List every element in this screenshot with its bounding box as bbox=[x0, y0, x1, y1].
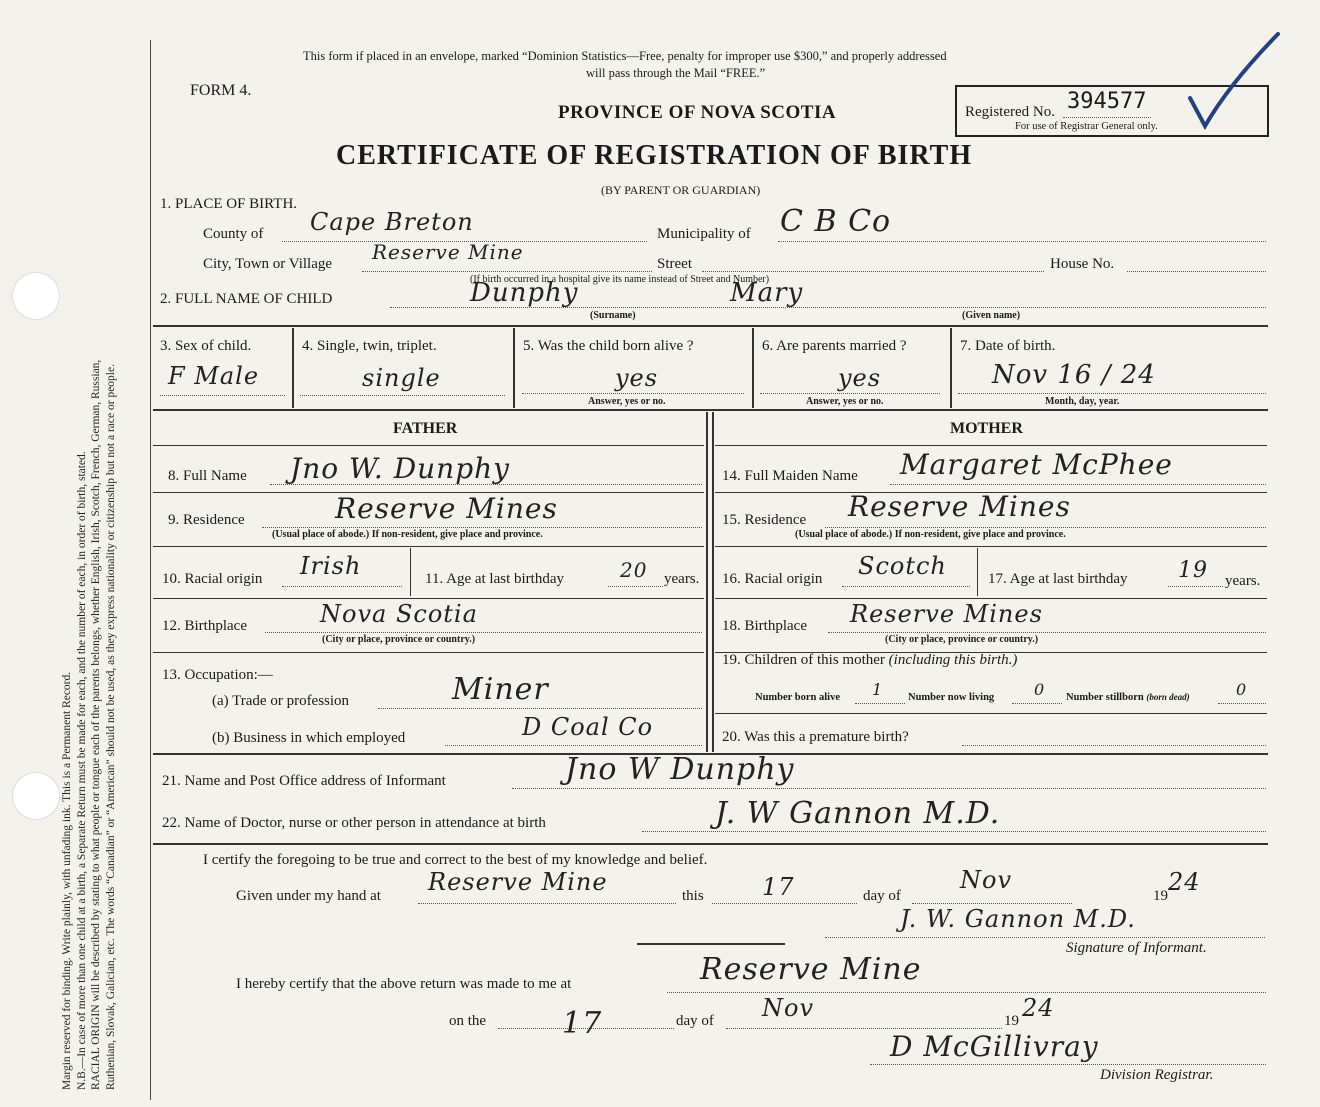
children-label-text: 19. Children of this mother bbox=[722, 652, 885, 668]
punch-hole-top bbox=[12, 272, 60, 320]
occupation-label: 13. Occupation:— bbox=[162, 667, 273, 683]
mother-birthplace-label: 18. Birthplace bbox=[722, 618, 807, 634]
day-line bbox=[712, 903, 857, 904]
mother-heading: MOTHER bbox=[950, 420, 1023, 437]
child-given-name: Mary bbox=[730, 278, 804, 308]
father-residence-caption: (Usual place of abode.) If non-resident, give place and province. bbox=[272, 529, 543, 540]
mother-name-label: 14. Full Maiden Name bbox=[722, 468, 858, 484]
mother-age-label: 17. Age at last birthday bbox=[988, 571, 1128, 587]
on-the-label: on the bbox=[449, 1013, 487, 1029]
city-line bbox=[362, 271, 652, 272]
mother-age-value: 19 bbox=[1178, 558, 1208, 583]
divider-6 bbox=[950, 328, 952, 408]
child-surname: Dunphy bbox=[470, 278, 579, 308]
city-label: City, Town or Village bbox=[203, 256, 333, 272]
registered-line bbox=[1063, 117, 1151, 118]
registrar-place-value: Reserve Mine bbox=[700, 952, 922, 987]
mother-birthplace-value: Reserve Mines bbox=[850, 600, 1043, 628]
mother-residence-value: Reserve Mines bbox=[848, 490, 1071, 523]
born-alive-label: Number born alive bbox=[755, 692, 840, 703]
trade-line bbox=[378, 708, 702, 709]
rule-6a bbox=[153, 598, 704, 599]
stillborn-note: (born dead) bbox=[1146, 692, 1190, 702]
informant-signature-caption: Signature of Informant. bbox=[1066, 940, 1207, 956]
father-heading: FATHER bbox=[393, 420, 458, 437]
premature-line bbox=[962, 745, 1266, 746]
municipality-line bbox=[778, 241, 1266, 242]
municipality-label: Municipality of bbox=[657, 226, 751, 242]
short-rule bbox=[637, 943, 785, 945]
dob-label: 7. Date of birth. bbox=[960, 338, 1056, 354]
rule-1 bbox=[153, 325, 1268, 327]
parent-divider-b bbox=[712, 412, 714, 752]
born-alive-line bbox=[855, 703, 905, 704]
checkmark-icon bbox=[1170, 28, 1290, 138]
now-living-value: 0 bbox=[1034, 680, 1046, 699]
dob-line bbox=[958, 393, 1266, 394]
father-birthplace-value: Nova Scotia bbox=[320, 600, 478, 628]
registrar-note: For use of Registrar General only. bbox=[1015, 121, 1158, 132]
rule-10 bbox=[153, 843, 1268, 845]
reg-year-value: 24 bbox=[1022, 994, 1055, 1022]
county-value: Cape Breton bbox=[310, 208, 474, 236]
stillborn-line bbox=[1218, 703, 1266, 704]
mother-name-value: Margaret McPhee bbox=[900, 448, 1173, 481]
trade-label: (a) Trade or profession bbox=[212, 693, 350, 709]
mother-residence-line bbox=[825, 527, 1266, 528]
parent-divider-a bbox=[706, 412, 708, 752]
business-label: (b) Business in which employed bbox=[212, 730, 406, 746]
stillborn-value: 0 bbox=[1236, 680, 1248, 699]
father-residence-label: 9. Residence bbox=[168, 512, 245, 528]
page-title: CERTIFICATE OF REGISTRATION OF BIRTH bbox=[336, 140, 973, 171]
mother-racial-value: Scotch bbox=[858, 552, 947, 580]
father-birthplace-label: 12. Birthplace bbox=[162, 618, 247, 634]
dob-value: Nov 16 / 24 bbox=[992, 360, 1156, 390]
married-value: yes bbox=[838, 364, 882, 392]
given-place-line bbox=[418, 903, 676, 904]
mother-age-suffix: years. bbox=[1225, 573, 1261, 589]
informant-line bbox=[512, 788, 1266, 789]
alive-line bbox=[522, 393, 744, 394]
mother-residence-caption: (Usual place of abode.) If non-resident, give place and province. bbox=[795, 529, 1066, 540]
doctor-line bbox=[642, 831, 1266, 832]
mother-racial-label: 16. Racial origin bbox=[722, 571, 823, 587]
rule-5b bbox=[715, 546, 1267, 547]
envelope-note-line2: will pass through the Mail “FREE.” bbox=[586, 66, 766, 80]
now-living-label: Number now living bbox=[908, 692, 995, 703]
father-age-value: 20 bbox=[620, 558, 648, 582]
sex-line bbox=[160, 395, 285, 396]
this-label: this bbox=[682, 888, 704, 904]
county-label: County of bbox=[203, 226, 264, 242]
given-place-value: Reserve Mine bbox=[428, 868, 608, 896]
divider-4 bbox=[513, 328, 515, 408]
envelope-note-line1: This form if placed in an envelope, marked “Dominion Statistics—Free, penalty for improper use $300,” and properly addressed bbox=[303, 49, 947, 63]
born-alive-value: 1 bbox=[872, 680, 884, 699]
plurality-line bbox=[300, 395, 505, 396]
registered-number: 394577 bbox=[1067, 89, 1147, 114]
registrar-signature-line bbox=[870, 1064, 1266, 1065]
dob-caption: Month, day, year. bbox=[1045, 396, 1120, 407]
page-subtitle: (BY PARENT OR GUARDIAN) bbox=[601, 183, 761, 197]
alive-caption: Answer, yes or no. bbox=[588, 396, 666, 407]
reg-month-value: Nov bbox=[762, 994, 815, 1022]
married-caption: Answer, yes or no. bbox=[806, 396, 884, 407]
place-of-birth-label: 1. PLACE OF BIRTH. bbox=[160, 196, 298, 212]
mother-birthplace-line bbox=[828, 632, 1266, 633]
city-value: Reserve Mine bbox=[372, 240, 524, 264]
sex-label: 3. Sex of child. bbox=[160, 338, 252, 354]
margin-note-line3: RACIAL ORIGIN will be described by stating to what people or tongue each of the parents belongs, whether English, Irish, Scotch, French, German, Russian, bbox=[90, 359, 102, 1090]
mother-age-line bbox=[1168, 586, 1223, 587]
reg-month-line bbox=[726, 1028, 1002, 1029]
plurality-value: single bbox=[362, 364, 441, 392]
father-residence-line bbox=[262, 527, 702, 528]
municipality-value: C B Co bbox=[780, 204, 892, 239]
house-label: House No. bbox=[1050, 256, 1115, 272]
rule-7a bbox=[153, 652, 704, 653]
province-heading: PROVINCE OF NOVA SCOTIA bbox=[558, 102, 837, 123]
rule-8b bbox=[715, 713, 1267, 714]
trade-value: Miner bbox=[452, 672, 549, 707]
year-value: 24 bbox=[1168, 868, 1201, 896]
given-label: Given under my hand at bbox=[236, 888, 381, 904]
premature-label: 20. Was this a premature birth? bbox=[722, 729, 909, 745]
month-value: Nov bbox=[960, 866, 1013, 894]
stillborn-label bbox=[1066, 692, 1190, 703]
street-line bbox=[702, 271, 1044, 272]
business-value: D Coal Co bbox=[522, 713, 654, 741]
hospital-note: (If birth occurred in a hospital give its name instead of Street and Number) bbox=[470, 274, 770, 285]
given-caption: (Given name) bbox=[962, 310, 1021, 321]
informant-value: Jno W Dunphy bbox=[565, 752, 795, 787]
father-racial-divider bbox=[410, 548, 411, 596]
children-label bbox=[722, 652, 1017, 669]
now-living-line bbox=[1012, 703, 1062, 704]
doctor-value: J. W Gannon M.D. bbox=[715, 796, 1001, 831]
father-age-suffix: years. bbox=[664, 571, 700, 587]
father-residence-value: Reserve Mines bbox=[335, 492, 558, 525]
rule-3a bbox=[153, 445, 704, 446]
informant-signature: J. W. Gannon M.D. bbox=[900, 905, 1136, 933]
rule-5a bbox=[153, 546, 704, 547]
divider-5 bbox=[752, 328, 754, 408]
father-name-label: 8. Full Name bbox=[168, 468, 247, 484]
alive-value: yes bbox=[615, 364, 659, 392]
reg-day-value: 17 bbox=[562, 1006, 603, 1041]
father-age-line bbox=[608, 586, 663, 587]
margin-note-line2: N.B.—In case of more than one child at a birth, a Separate Return must be made for each, and the number of each, in order of birth, stated. bbox=[75, 451, 88, 1090]
surname-caption: (Surname) bbox=[590, 310, 636, 321]
father-age-label: 11. Age at last birthday bbox=[425, 571, 564, 587]
plurality-label: 4. Single, twin, triplet. bbox=[302, 338, 437, 354]
house-line bbox=[1127, 271, 1266, 272]
mother-racial-divider bbox=[977, 548, 978, 596]
day-of-label: day of bbox=[863, 888, 901, 904]
registrar-caption: Division Registrar. bbox=[1100, 1067, 1214, 1083]
mother-residence-label: 15. Residence bbox=[722, 512, 807, 528]
rule-3b bbox=[715, 445, 1267, 446]
form-number: FORM 4. bbox=[190, 82, 252, 99]
father-racial-line bbox=[282, 586, 402, 587]
sex-value: F Male bbox=[168, 362, 260, 390]
reg-year-prefix: 19 bbox=[1004, 1013, 1019, 1029]
year-prefix: 19 bbox=[1153, 888, 1168, 904]
father-birthplace-line bbox=[265, 632, 702, 633]
day-value: 17 bbox=[762, 873, 795, 901]
rule-2 bbox=[153, 409, 1268, 411]
margin-note-line1: Margin reserved for binding. Write plainly, with unfading ink. This is a Permanent Record. bbox=[61, 671, 73, 1090]
father-racial-label: 10. Racial origin bbox=[162, 571, 263, 587]
stillborn-label-text: Number stillborn bbox=[1066, 692, 1144, 703]
registrar-place-line bbox=[667, 992, 1266, 993]
certify-text: I certify the foregoing to be true and correct to the best of my knowledge and belief. bbox=[203, 852, 708, 868]
divider-3 bbox=[292, 328, 294, 408]
doctor-label: 22. Name of Doctor, nurse or other person in attendance at birth bbox=[162, 815, 546, 831]
month-line bbox=[912, 903, 1072, 904]
father-name-value: Jno W. Dunphy bbox=[290, 452, 510, 485]
married-line bbox=[760, 393, 940, 394]
reg-day-of-label: day of bbox=[676, 1013, 714, 1029]
mother-birthplace-caption: (City or place, province or country.) bbox=[885, 634, 1039, 645]
children-note: (including this birth.) bbox=[888, 652, 1018, 668]
alive-label: 5. Was the child born alive ? bbox=[523, 338, 694, 354]
informant-label: 21. Name and Post Office address of Informant bbox=[162, 773, 446, 789]
registered-label: Registered No. bbox=[965, 104, 1055, 120]
married-label: 6. Are parents married ? bbox=[762, 338, 907, 354]
registrar-signature: D McGillivray bbox=[890, 1030, 1099, 1063]
registrar-text: I hereby certify that the above return was made to me at bbox=[236, 976, 572, 992]
father-racial-value: Irish bbox=[300, 552, 362, 580]
business-line bbox=[445, 745, 702, 746]
child-name-label: 2. FULL NAME OF CHILD bbox=[160, 291, 333, 307]
street-label: Street bbox=[657, 256, 692, 272]
punch-hole-bottom bbox=[12, 772, 60, 820]
margin-note-line4: Ruthenian, Slovak, Galician, etc. The words “Canadian” or “American” should not be used, as they express nationality or citizenship but not a race or people. bbox=[104, 364, 117, 1090]
father-birthplace-caption: (City or place, province or country.) bbox=[322, 634, 476, 645]
rule-6b bbox=[715, 598, 1267, 599]
informant-signature-line bbox=[825, 937, 1265, 938]
mother-racial-line bbox=[842, 586, 970, 587]
mother-name-line bbox=[890, 484, 1266, 485]
